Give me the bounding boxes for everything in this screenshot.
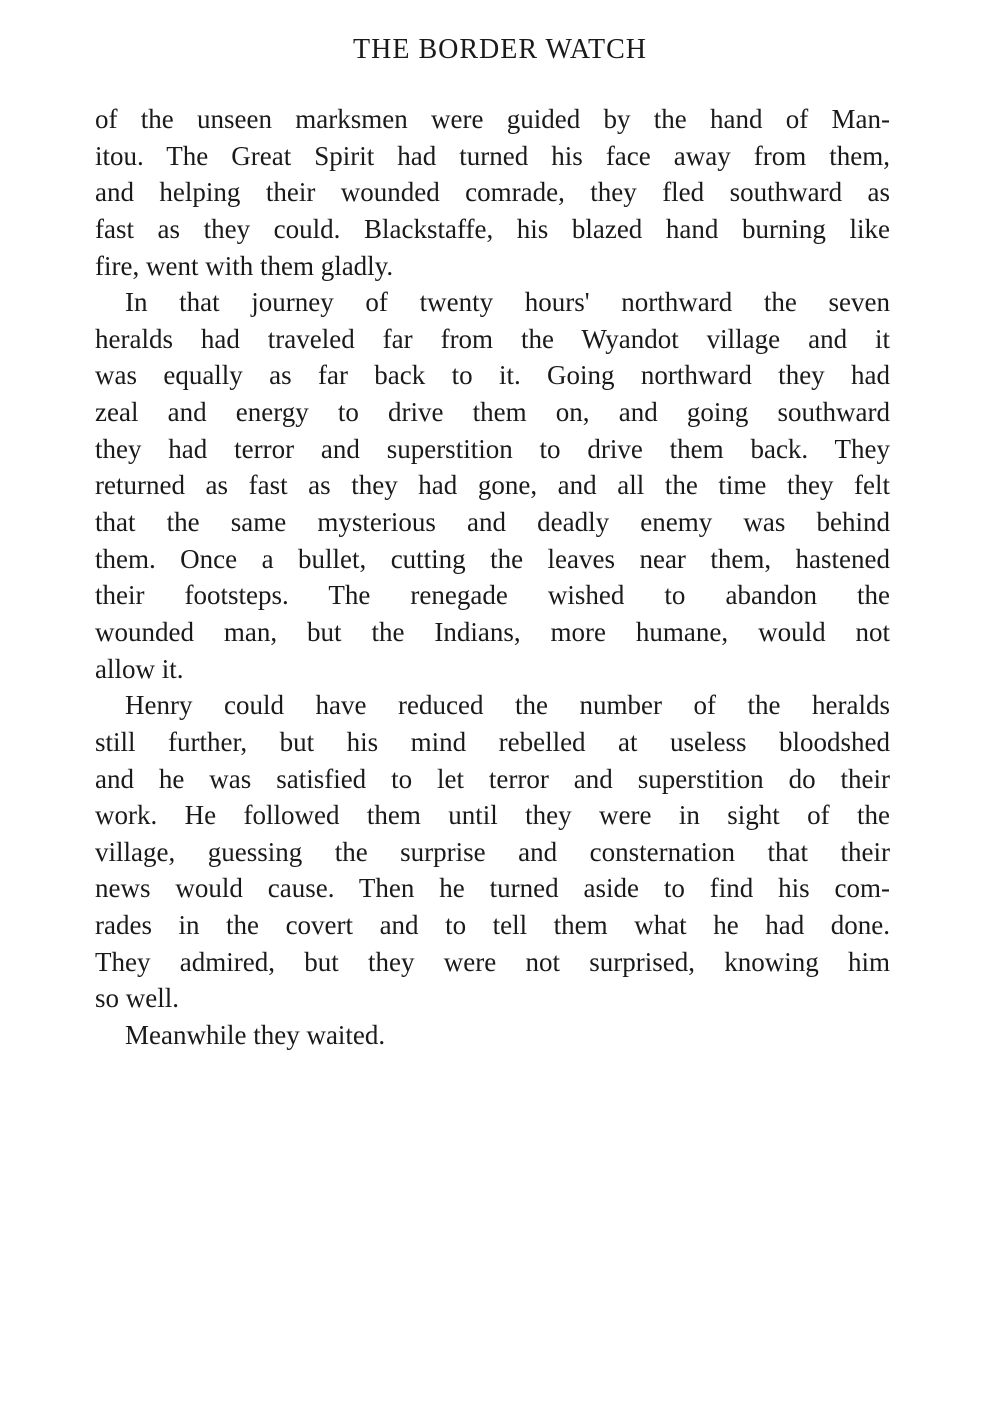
text-line: was equally as far back to it. Going northward they had bbox=[95, 360, 890, 391]
text-line: and he was satisfied to let terror and superstition do their bbox=[95, 763, 890, 794]
paragraph bbox=[95, 284, 890, 687]
paragraph bbox=[95, 687, 890, 1017]
text-line: they had terror and superstition to drive them back. They bbox=[95, 433, 890, 464]
paragraph bbox=[95, 1017, 890, 1054]
text-line: returned as fast as they had gone, and all the time they felt bbox=[95, 470, 890, 501]
text-line: village, guessing the surprise and consternation that their bbox=[95, 836, 890, 867]
running-head: THE BORDER WATCH bbox=[353, 34, 647, 65]
text-line: fast as they could. Blackstaffe, his blazed hand burning like bbox=[95, 213, 890, 244]
text-line: itou. The Great Spirit had turned his face away from them, bbox=[95, 140, 890, 171]
text-line: In that journey of twenty hours' northward the seven bbox=[125, 287, 890, 318]
text-line: fire, went with them gladly. bbox=[95, 250, 394, 281]
text-line: their footsteps. The renegade wished to abandon the bbox=[95, 580, 890, 611]
text-line: Henry could have reduced the number of the heralds bbox=[125, 690, 890, 721]
text-line: so well. bbox=[95, 983, 179, 1014]
text-line: and helping their wounded comrade, they fled southward as bbox=[95, 177, 890, 208]
text-line: Meanwhile they waited. bbox=[125, 1020, 386, 1051]
text-line: news would cause. Then he turned aside to find his com- bbox=[95, 873, 890, 904]
text-line: that the same mysterious and deadly enemy was behind bbox=[95, 507, 890, 538]
text-line: allow it. bbox=[95, 653, 184, 684]
text-line: wounded man, but the Indians, more humane, would not bbox=[95, 616, 890, 647]
text-line: zeal and energy to drive them on, and going southward bbox=[95, 397, 890, 428]
paragraph bbox=[95, 101, 890, 284]
text-line: heralds had traveled far from the Wyandot village and it bbox=[95, 323, 890, 354]
text-line: work. He followed them until they were in sight of the bbox=[95, 800, 890, 831]
text-line: of the unseen marksmen were guided by the hand of Man- bbox=[95, 104, 890, 134]
text-line: rades in the covert and to tell them what he had done. bbox=[95, 910, 890, 941]
text-line: them. Once a bullet, cutting the leaves near them, hastened bbox=[95, 543, 890, 574]
body-text bbox=[95, 101, 890, 1054]
text-line: still further, but his mind rebelled at useless bloodshed bbox=[95, 726, 890, 757]
text-line: They admired, but they were not surprised, knowing him bbox=[95, 946, 890, 977]
